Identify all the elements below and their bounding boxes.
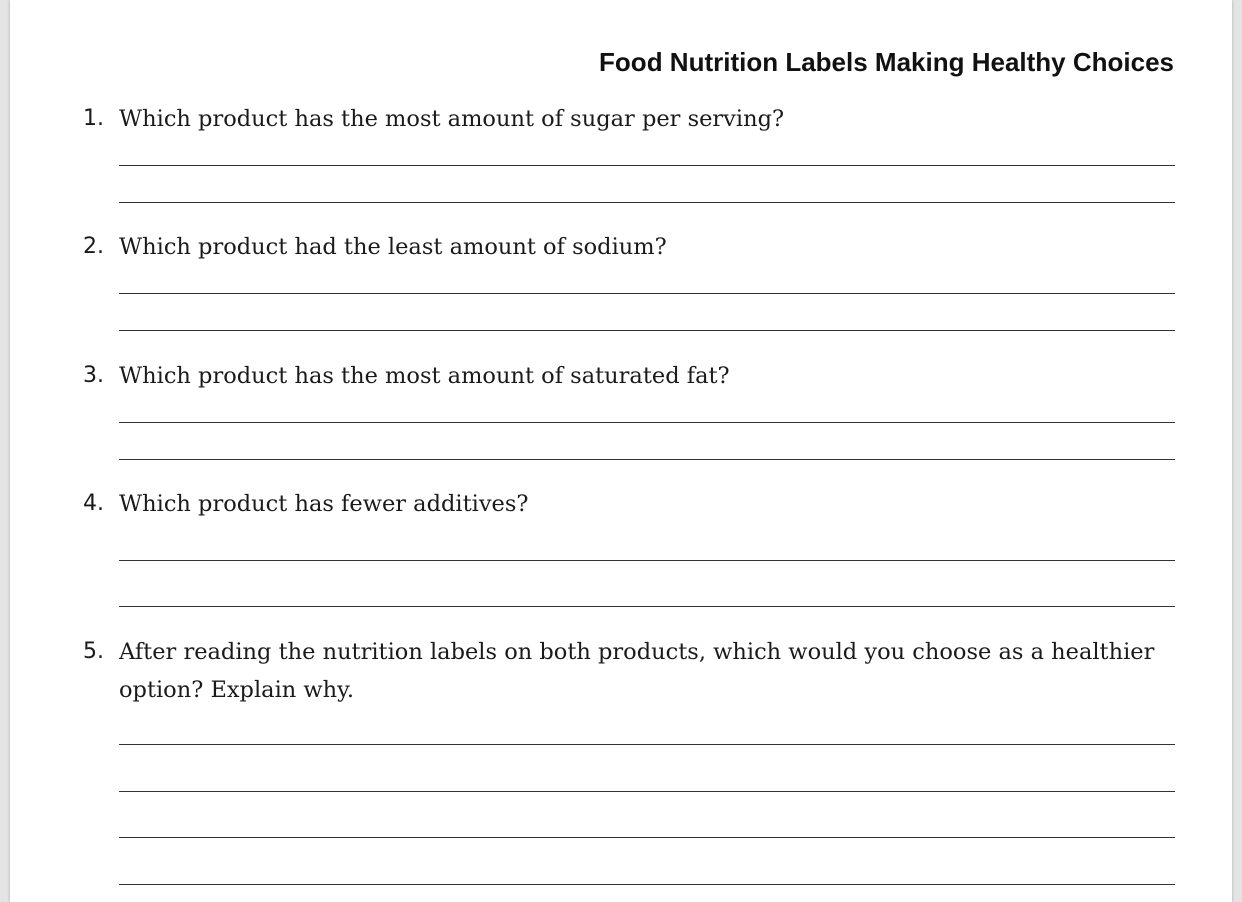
question-text: Which product has fewer additives?	[119, 491, 529, 517]
question-number: 4.	[83, 491, 104, 516]
answer-line[interactable]	[119, 293, 1175, 294]
answer-line[interactable]	[119, 560, 1175, 561]
question-text: Which product has the most amount of saturated fat?	[119, 363, 730, 389]
answer-line[interactable]	[119, 791, 1175, 792]
answer-line[interactable]	[119, 330, 1175, 331]
question-number: 5.	[83, 639, 104, 664]
answer-line[interactable]	[119, 606, 1175, 607]
answer-line[interactable]	[119, 884, 1175, 885]
question-text: Which product has the most amount of sugar per serving?	[119, 106, 785, 132]
question-number: 3.	[83, 363, 104, 388]
answer-line[interactable]	[119, 459, 1175, 460]
question-text: Which product had the least amount of sodium?	[119, 234, 667, 260]
question-number: 2.	[83, 234, 104, 259]
answer-line[interactable]	[119, 202, 1175, 203]
answer-line[interactable]	[119, 837, 1175, 838]
question-text: After reading the nutrition labels on both products, which would you choose as a healthier option? Explain why.	[119, 639, 1155, 703]
answer-line[interactable]	[119, 744, 1175, 745]
question-number: 1.	[83, 106, 104, 131]
answer-line[interactable]	[119, 165, 1175, 166]
answer-line[interactable]	[119, 422, 1175, 423]
worksheet-page	[10, 0, 1232, 902]
worksheet-title: Food Nutrition Labels Making Healthy Choices	[599, 47, 1174, 77]
